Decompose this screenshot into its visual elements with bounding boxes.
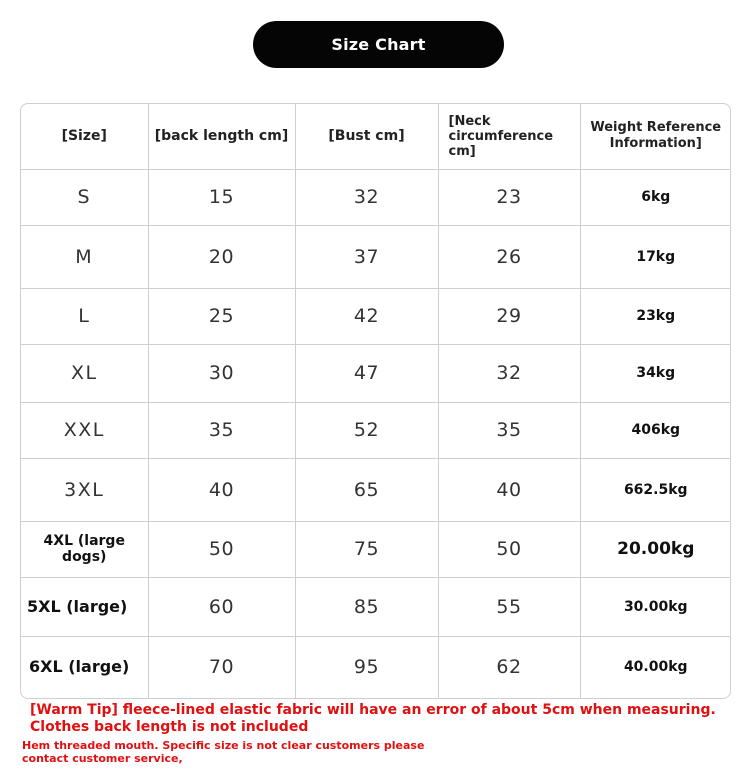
size-cell: XL — [21, 344, 148, 402]
table-row — [21, 225, 731, 288]
bust-cell: 37 — [295, 225, 438, 288]
size-cell: M — [21, 225, 148, 288]
weight-cell: 17kg — [580, 225, 731, 288]
neck-cell: 35 — [438, 402, 580, 458]
header-weight: Weight Reference Information] — [580, 104, 731, 169]
neck-cell: 50 — [438, 521, 580, 577]
weight-cell: 34kg — [580, 344, 731, 402]
bust-cell: 42 — [295, 288, 438, 344]
neck-cell: 23 — [438, 169, 580, 225]
table-header-row — [21, 104, 731, 169]
neck-cell: 26 — [438, 225, 580, 288]
bust-cell: 47 — [295, 344, 438, 402]
table-row — [21, 288, 731, 344]
back-length-cell: 50 — [148, 521, 295, 577]
back-length-cell: 60 — [148, 577, 295, 636]
weight-cell: 30.00kg — [580, 577, 731, 636]
size-cell: L — [21, 288, 148, 344]
back-length-cell: 30 — [148, 344, 295, 402]
neck-cell: 32 — [438, 344, 580, 402]
size-cell: XXL — [21, 402, 148, 458]
table-row — [21, 577, 731, 636]
size-chart-title: Size Chart — [253, 21, 504, 68]
weight-cell: 23kg — [580, 288, 731, 344]
header-neck: [Neck circumference cm] — [438, 104, 580, 169]
back-length-cell: 15 — [148, 169, 295, 225]
back-length-cell: 70 — [148, 636, 295, 698]
bust-cell: 75 — [295, 521, 438, 577]
header-back-length: [back length cm] — [148, 104, 295, 169]
size-cell: 6XL (large) — [21, 636, 148, 698]
bust-cell: 52 — [295, 402, 438, 458]
size-cell: 3XL — [21, 458, 148, 521]
bust-cell: 65 — [295, 458, 438, 521]
size-cell: S — [21, 169, 148, 225]
table-row — [21, 344, 731, 402]
warm-tip-text: [Warm Tip] fleece-lined elastic fabric will have an error of about 5cm when measuring. Clothes back length is not included — [30, 702, 716, 735]
weight-cell: 20.00kg — [580, 521, 731, 577]
weight-cell: 6kg — [580, 169, 731, 225]
table-row — [21, 169, 731, 225]
size-cell: 4XL (large dogs) — [21, 521, 148, 577]
neck-cell: 62 — [438, 636, 580, 698]
bust-cell: 32 — [295, 169, 438, 225]
weight-cell: 662.5kg — [580, 458, 731, 521]
back-length-cell: 25 — [148, 288, 295, 344]
size-table — [20, 103, 731, 699]
header-size: [Size] — [21, 104, 148, 169]
weight-cell: 406kg — [580, 402, 731, 458]
bust-cell: 95 — [295, 636, 438, 698]
back-length-cell: 20 — [148, 225, 295, 288]
table-row — [21, 636, 731, 698]
back-length-cell: 35 — [148, 402, 295, 458]
bust-cell: 85 — [295, 577, 438, 636]
weight-cell: 40.00kg — [623, 659, 688, 676]
table-row — [21, 521, 731, 577]
neck-cell: 55 — [438, 577, 580, 636]
back-length-cell: 40 — [148, 458, 295, 521]
header-bust: [Bust cm] — [295, 104, 438, 169]
neck-cell: 29 — [438, 288, 580, 344]
size-cell: 5XL (large) — [21, 577, 148, 636]
neck-cell: 40 — [438, 458, 580, 521]
table-row — [21, 458, 731, 521]
table-row — [21, 402, 731, 458]
customer-service-note: Hem threaded mouth. Specific size is not clear customers please contact customer service, — [22, 739, 425, 765]
